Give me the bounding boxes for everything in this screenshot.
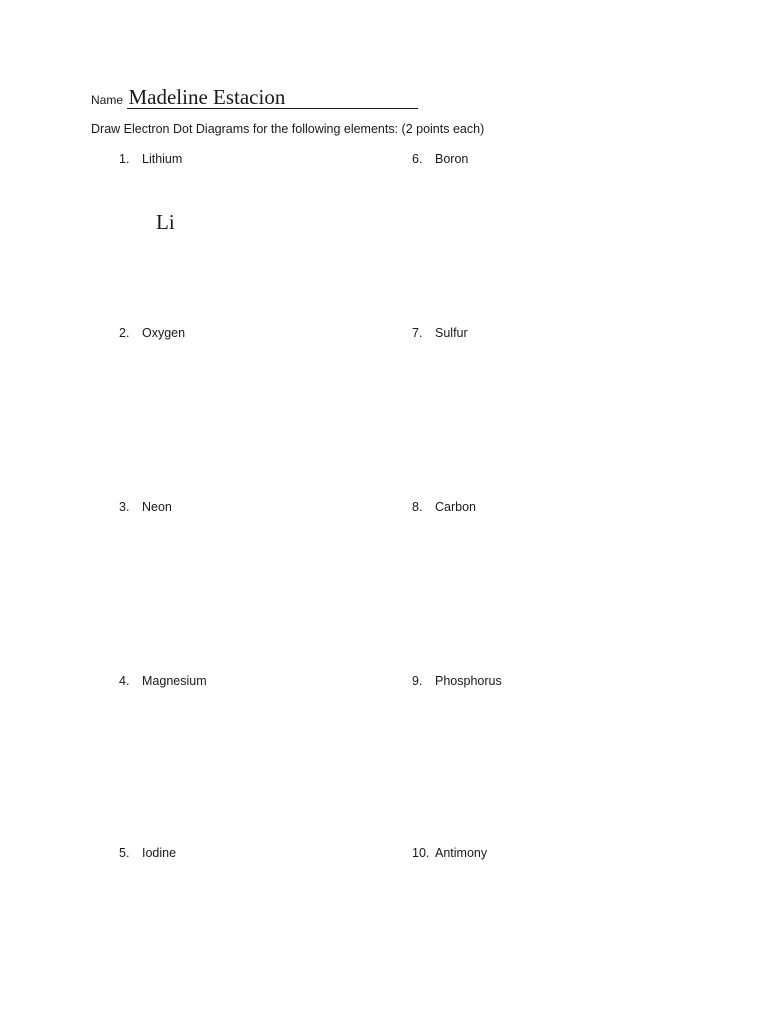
question-9 [412, 674, 502, 688]
question-number: 7. [412, 326, 423, 340]
question-number: 8. [412, 500, 423, 514]
question-number: 4. [119, 674, 130, 688]
question-number: 6. [412, 152, 423, 166]
question-element: Oxygen [142, 326, 186, 340]
question-2 [119, 326, 185, 340]
question-3 [119, 500, 172, 514]
question-number: 3. [119, 500, 130, 514]
question-element: Sulfur [435, 326, 468, 340]
question-element: Iodine [142, 846, 177, 860]
question-4 [119, 674, 207, 688]
question-number: 5. [119, 846, 130, 860]
question-number: 10. [412, 846, 430, 860]
question-10 [412, 846, 487, 860]
question-1 [119, 152, 182, 166]
name-label: Name [91, 93, 124, 107]
question-number: 2. [119, 326, 130, 340]
question-element: Neon [142, 500, 172, 514]
question-number: 9. [412, 674, 423, 688]
answer-lithium[interactable]: Li [156, 210, 175, 234]
question-7 [412, 326, 468, 340]
question-element: Magnesium [142, 674, 207, 688]
question-number: 1. [119, 152, 130, 166]
question-5 [119, 846, 176, 860]
name-field[interactable]: Madeline Estacion [127, 86, 418, 109]
question-element: Lithium [142, 152, 183, 166]
instructions: Draw Electron Dot Diagrams for the following elements: (2 points each) [91, 122, 485, 136]
question-8 [412, 500, 476, 514]
question-6 [412, 152, 468, 166]
question-element: Antimony [435, 846, 488, 860]
question-element: Boron [435, 152, 469, 166]
name-row [91, 86, 418, 109]
question-element: Phosphorus [435, 674, 502, 688]
question-element: Carbon [435, 500, 476, 514]
